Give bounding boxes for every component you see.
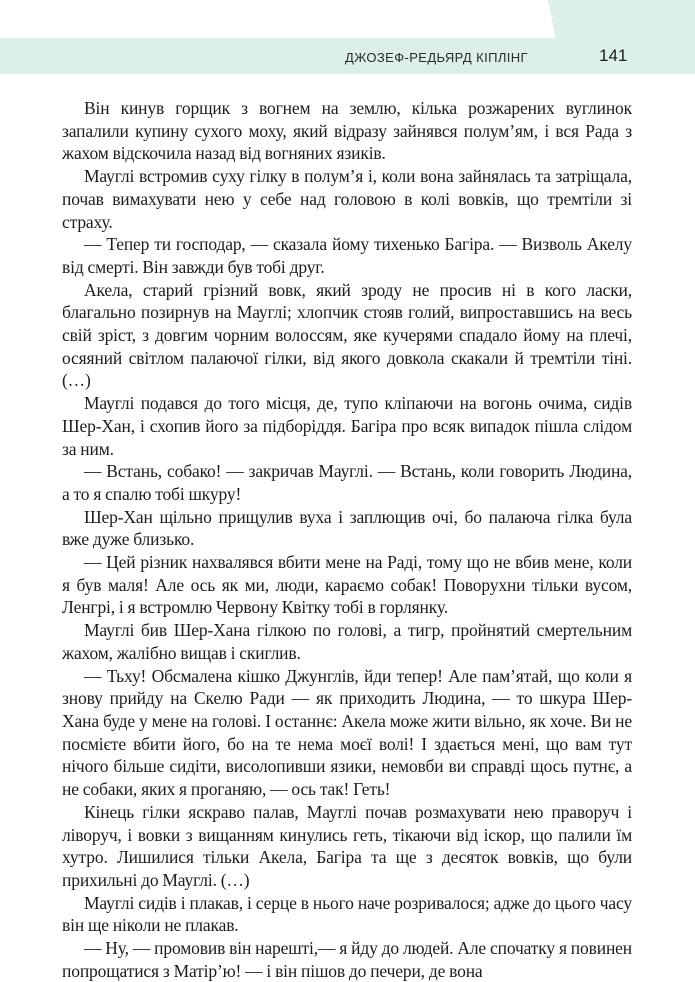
running-title: ДЖОЗЕФ-РЕДЬЯРД КІПЛІНГ	[345, 50, 528, 65]
paragraph: Мауглі сидів і плакав, і серце в нього наче розривалося; адже до цього часу він ще ніколи не плакав.	[62, 892, 632, 936]
paragraph: — Тьху! Обсмалена кішко Джунглів, йди тепер! Але пам’ятай, що коли я знову прийду на Скелю Ради — як приходить Людина, — то шкура Шер-Хана буде у мене на голові. І останнє: Акела може жити вільно, як хоче. Ви не посмієте вбити його, бо на те нема моєї волі! І здається мені, що вам тут нічого більше сидіти, висолопивши язики, немовби ви справді щось путнє, а не собаки, яких я проганяю, — ось так! Геть!	[62, 665, 632, 800]
paragraph: Мауглі бив Шер-Хана гілкою по голові, а тигр, пройнятий смертельним жахом, жалібно вищав і скиглив.	[62, 620, 632, 663]
paragraph: Мауглі встромив суху гілку в полум’я і, коли вона зайнялась та затріщала, почав вимахувати нею у себе над головою в колі вовків, що тремтіли зі страху.	[62, 166, 632, 232]
paragraph: Шер-Хан щільно прищулив вуха і заплющив очі, бо палаюча гілка була вже дуже близько.	[62, 506, 632, 550]
paragraph: — Ну, — промовив він нарешті,— я йду до людей. Але спочатку я повинен попрощатися з Матір’ю! — і він пішов до печери, де вона	[62, 938, 632, 981]
page-header	[0, 0, 695, 74]
body-text	[62, 97, 632, 982]
page-number: 141	[599, 46, 628, 65]
paragraph: Він кинув горщик з вогнем на землю, кілька розжарених вуглинок запалили купину сухого моху, який відразу зайнявся полум’ям, і вся Рада з жахом відскочила назад від вогняних язиків.	[62, 98, 632, 164]
paragraph: Кінець гілки яскраво палав, Мауглі почав розмахувати нею праворуч і ліворуч, і вовки з вищанням кинулись геть, тікаючи від іскор, що палили їм хутро. Лишилися тільки Акела, Багіра та ще з десяток вовків, що були прихильні до Мауглі. (…)	[62, 801, 632, 890]
paragraph: Акела, старий грізний вовк, який зроду не просив ні в кого ласки, благально позирнув на Мауглі; хлопчик стояв голий, випроставшись на весь свій зріст, з довгим чорним волоссям, яке кучерями спадало йому на плечі, осяяний світлом палаючої гілки, від якого довкола скакали й тремтіли тіні. (…)	[62, 279, 632, 391]
paragraph: — Цей різник нахвалявся вбити мене на Раді, тому що не вбив мене, коли я був маля! Але ось як ми, люди, караємо собак! Поворухни тільки вусом, Ленгрі, і я встромлю Червону Квітку тобі в горлянку.	[62, 552, 632, 618]
paragraph: — Встань, собако! — закричав Мауглі. — Встань, коли говорить Людина, а то я спалю тобі шкуру!	[62, 461, 632, 504]
paragraph: Мауглі подався до того місця, де, тупо кліпаючи на вогонь очима, сидів Шер-Хан, і схопив його за підборіддя. Багіра про всяк випадок пішла слідом за ним.	[62, 393, 632, 459]
paragraph: — Тепер ти господар, — сказала йому тихенько Багіра. — Визволь Акелу від смерті. Він завжди був тобі друг.	[62, 234, 632, 277]
